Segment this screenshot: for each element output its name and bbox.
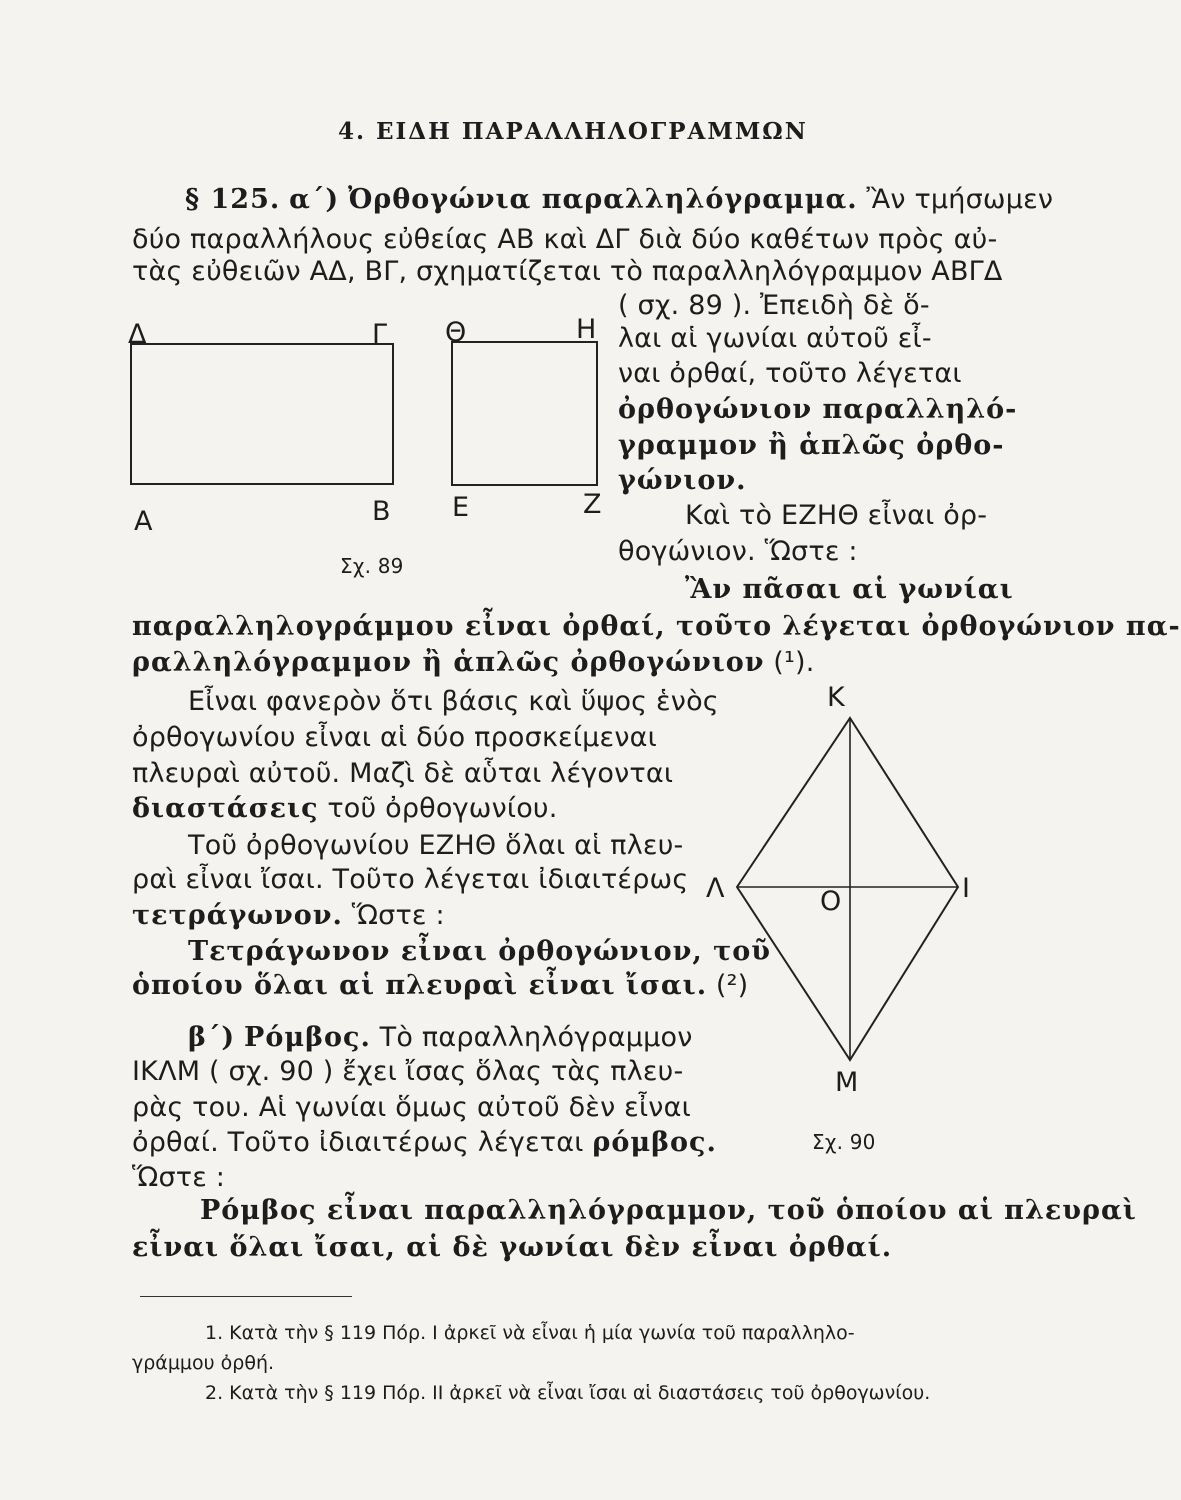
body-line7-rest: Ὥστε : [351, 900, 445, 931]
rule3-line1: Ρόμβος εἶναι παραλληλόγραμμον, τοῦ ὁποίου αἱ πλευραὶ [200, 1195, 1137, 1226]
rhombus-line4-text: ὀρθαί. Τοῦτο ἰδιαιτέρως λέγεται [132, 1127, 584, 1158]
rule3-line2: εἶναι ὅλαι ἴσαι, αἱ δὲ γωνίαι δὲν εἶναι ὀρθαί. [132, 1232, 893, 1263]
body-line3: πλευραὶ αὐτοῦ. Μαζὶ δὲ αὗται λέγονται [132, 758, 674, 789]
fig89-label-a: Α [134, 506, 153, 537]
rule1-line3-text: ραλληλόγραμμον ἢ ἁπλῶς ὀρθογώνιον [132, 647, 765, 678]
rule1-line1: Ἂν πᾶσαι αἱ γωνίαι [685, 574, 1014, 605]
term-diastaseis: διαστάσεις [132, 793, 319, 824]
fig89-label-th: Θ [445, 317, 467, 348]
fig89-label-h: Η [576, 314, 597, 345]
rhombus-line3: ρὰς του. Αἱ γωνίαι ὅμως αὐτοῦ δὲν εἶναι [132, 1092, 691, 1123]
footnote-1-line1: 1. Κατὰ τὴν § 119 Πόρ. Ι ἀρκεῖ νὰ εἶναι ἡ μία γωνία τοῦ παραλληλο- [205, 1322, 855, 1344]
para-sub: α΄) [289, 184, 340, 215]
rhombus-line2: ΙΚΛΜ ( σχ. 90 ) ἔχει ἴσας ὅλας τὰς πλευ- [132, 1056, 684, 1087]
para125-line6: ναι ὀρθαί, τοῦτο λέγεται [618, 358, 962, 389]
footnote-1-line2: γράμμου ὀρθή. [132, 1352, 275, 1374]
body-line6: ραὶ εἶναι ἴσαι. Τοῦτο λέγεται ἰδιαιτέρως [132, 864, 689, 895]
body-line2: ὀρθογωνίου εἶναι αἱ δύο προσκείμεναι [132, 722, 657, 753]
fig89-label-b: Β [372, 496, 391, 527]
para125-line7: ὀρθογώνιον παραλληλό- [618, 394, 1018, 425]
term-tetragonon: τετράγωνον. [132, 900, 343, 931]
fig90-label-l: Λ [706, 873, 725, 904]
footnote-2: 2. Κατὰ τὴν § 119 Πόρ. ΙΙ ἀρκεῖ νὰ εἶναι ἴσαι αἱ διαστάσεις τοῦ ὀρθογωνίου. [205, 1382, 931, 1404]
para125-line8: γραμμον ἢ ἁπλῶς ὀρθο- [618, 430, 1005, 461]
fig89-label-d: Δ [128, 319, 147, 350]
para-heading: Ὀρθογώνια παραλληλόγραμμα. [347, 184, 858, 215]
fig89-label-z: Ζ [583, 489, 602, 520]
para125-line9: γώνιον. [618, 465, 747, 496]
body-line5: Τοῦ ὀρθογωνίου ΕΖΗΘ ὅλαι αἱ πλευ- [188, 830, 684, 861]
para125-line4: ( σχ. 89 ). Ἐπειδὴ δὲ ὅ- [618, 290, 930, 321]
section-title: 4. ΕΙΔΗ ΠΑΡΑΛΛΗΛΟΓΡΑΜΜΩΝ [338, 118, 808, 145]
footnote-divider [140, 1296, 352, 1297]
fig89-caption: Σχ. 89 [340, 554, 404, 578]
rule2-line1: Τετράγωνον εἶναι ὀρθογώνιον, τοῦ [188, 936, 772, 967]
fig90-label-m: Μ [835, 1067, 859, 1098]
rhombus-iklm [737, 718, 958, 1060]
rhombus-line1-rest: Τὸ παραλληλόγραμμον [379, 1022, 693, 1053]
para125-line10: Καὶ τὸ ΕΖΗΘ εἶναι ὀρ- [685, 500, 988, 531]
fig89-label-g: Γ [372, 319, 388, 350]
para-number: § 125. [185, 184, 281, 215]
fig90-label-o: Ο [820, 886, 842, 917]
footnote-ref-1: (¹). [773, 647, 815, 678]
rule2-line2-text: ὁποίου ὅλαι αἱ πλευραὶ εἶναι ἴσαι. [132, 970, 708, 1001]
fig90-label-k: Κ [827, 682, 845, 713]
body-line4-rest: τοῦ ὀρθογωνίου. [327, 793, 558, 824]
rhombus-sub: β΄) [188, 1022, 236, 1053]
fig90-label-i: Ι [962, 873, 970, 904]
rhombus-heading: Ρόμβος. [244, 1022, 371, 1053]
para125-line1-rest: Ἂν τμήσωμεν [866, 184, 1054, 215]
body-line1: Εἶναι φανερὸν ὅτι βάσις καὶ ὕψος ἑνὸς [188, 686, 719, 717]
para125-line11: θογώνιον. Ὥστε : [618, 536, 858, 567]
rule1-line2: παραλληλογράμμου εἶναι ὀρθαί, τοῦτο λέγεται ὀρθογώνιον πα- [132, 611, 1181, 642]
footnote-ref-2: (²) [715, 970, 749, 1001]
fig90-caption: Σχ. 90 [812, 1130, 876, 1154]
fig89-label-e: Ε [452, 492, 470, 523]
para125-line2: δύο παραλλήλους εὐθείας ΑΒ καὶ ΔΓ διὰ δύο καθέτων πρὸς αὐ- [132, 224, 998, 255]
para125-line5: λαι αἱ γωνίαι αὐτοῦ εἶ- [618, 323, 932, 354]
rhombus-line5: Ὥστε : [132, 1162, 226, 1193]
para125-line3: τὰς εὐθειῶν ΑΔ, ΒΓ, σχηματίζεται τὸ παραλληλόγραμμον ΑΒΓΔ [132, 256, 1003, 287]
term-rombos: ρόμβος. [592, 1127, 717, 1158]
